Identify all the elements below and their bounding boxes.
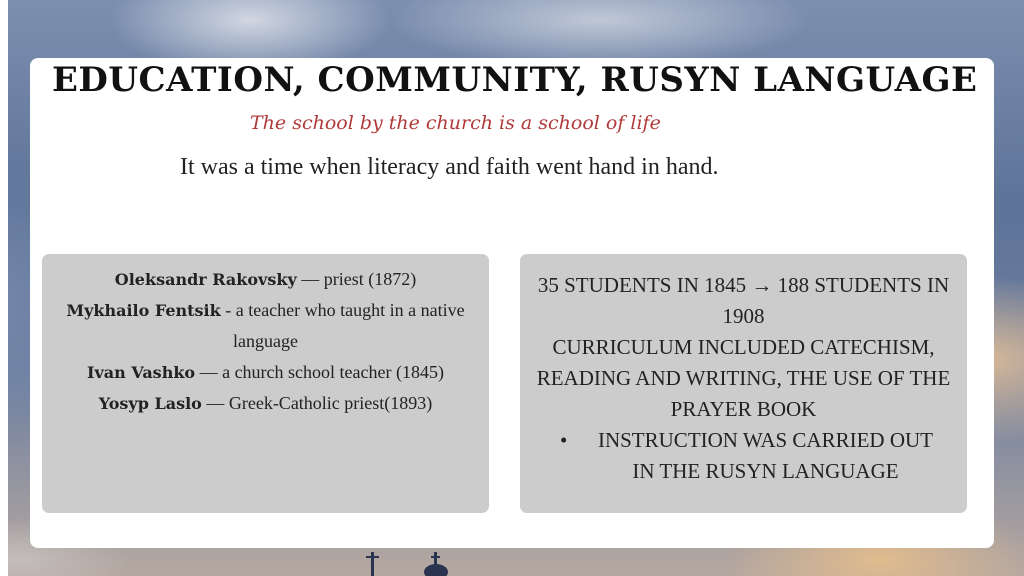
person-item (52, 357, 479, 388)
people-panel (42, 254, 489, 513)
content-card (30, 58, 994, 548)
person-item (52, 295, 479, 357)
facts-text (520, 254, 967, 487)
slide-subtitle: The school by the church is a school of life (250, 112, 661, 134)
person-description: — Greek-Catholic priest(1893) (201, 393, 433, 413)
person-description: — a church school teacher (1845) (195, 362, 444, 382)
person-name: Ivan Vashko (87, 363, 196, 382)
person-item (52, 388, 479, 419)
lead-sentence: It was a time when literacy and faith went hand in hand. (180, 154, 719, 180)
person-name: Mykhailo Fentsik (66, 301, 221, 320)
student-count-fact: 35 STUDENTS IN 1845 → 188 STUDENTS IN 1908 (537, 273, 950, 328)
person-name: Yosyp Laslo (98, 394, 202, 413)
people-list (42, 254, 489, 419)
left-white-strip (0, 0, 8, 576)
slide-title: EDUCATION, COMMUNITY, RUSYN LANGUAGE (52, 60, 978, 100)
person-name: Oleksandr Rakovsky (114, 270, 297, 289)
person-item (52, 264, 479, 295)
person-description: - a teacher who taught in a native language (220, 300, 465, 351)
bullet-item (534, 425, 953, 487)
language-fact: INSTRUCTION WAS CARRIED OUT IN THE RUSYN LANGUAGE (597, 428, 934, 483)
person-description: — priest (1872) (296, 269, 417, 289)
facts-panel (520, 254, 967, 513)
bullet-icon: • (560, 428, 568, 452)
facts-bullet-list (534, 425, 953, 487)
curriculum-fact: CURRICULUM INCLUDED CATECHISM, READING AND WRITING, THE USE OF THE PRAYER BOOK (536, 335, 951, 421)
